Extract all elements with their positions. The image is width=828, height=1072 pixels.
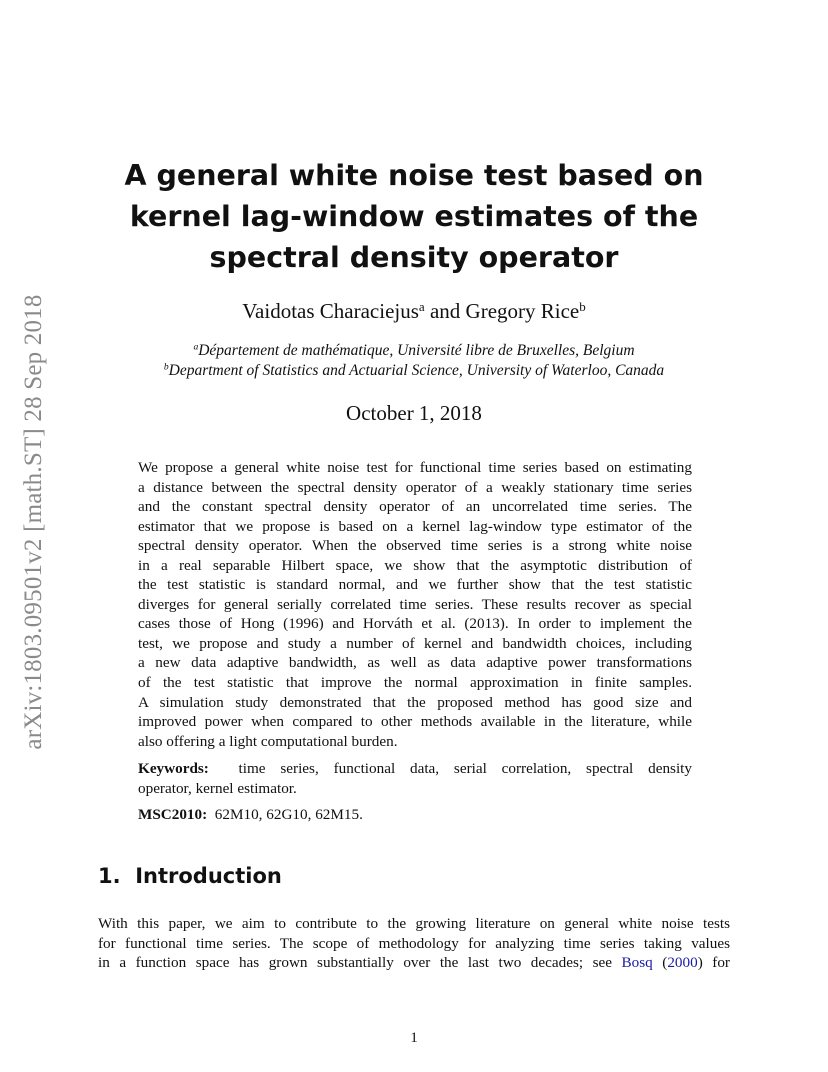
abstract-line: a new data adaptive bandwidth, as well as data adaptive power transformations <box>138 654 692 672</box>
keywords <box>138 759 692 798</box>
citation-paren: ) <box>697 954 703 971</box>
intro-line: for functional time series. The scope of methodology for analyzing time series taking values <box>98 934 730 952</box>
abstract-line: diverges for general serially correlated time series. These results recover as special <box>138 595 692 613</box>
abstract-line: A simulation study demonstrated that the proposed method has good size and <box>138 693 692 711</box>
citation-year-link[interactable]: 2000 <box>667 954 698 971</box>
intro-line <box>98 953 730 973</box>
abstract-line: in a real separable Hilbert space, we show that the asymptotic distribution of <box>138 556 692 574</box>
title-line: spectral density operator <box>209 241 619 274</box>
keywords-line: operator, kernel estimator. <box>138 779 297 797</box>
msc-classification <box>138 805 692 825</box>
msc-label: MSC2010: <box>138 806 208 823</box>
abstract-line: of the test statistic that improve the normal approximation in finite samples. <box>138 674 692 692</box>
msc-text: 62M10, 62G10, 62M15. <box>214 806 363 823</box>
arxiv-stamp: arXiv:1803.09501v2 [math.ST] 28 Sep 2018 <box>20 294 47 750</box>
citation-paren: ( <box>652 954 668 971</box>
affiliation-text: Department of Statistics and Actuarial Science, University of Waterloo, Canada <box>168 362 665 379</box>
affiliation-marker: a <box>193 341 199 353</box>
affiliation-text: Département de mathématique, Université libre de Bruxelles, Belgium <box>198 342 635 359</box>
abstract-line: spectral density operator. When the observed time series is a strong white noise <box>138 537 692 555</box>
keywords-text: time series, functional data, serial correlation, spectral density <box>238 760 692 777</box>
introduction-paragraph <box>98 914 730 973</box>
affiliation <box>100 341 728 361</box>
page-number: 1 <box>410 1029 418 1046</box>
affiliation-marker: b <box>579 298 586 314</box>
intro-line: With this paper, we aim to contribute to the growing literature on general white noise tests <box>98 915 730 932</box>
title-line: A general white noise test based on <box>124 159 704 192</box>
author-connector: and <box>424 299 466 323</box>
title-line: kernel lag-window estimates of the <box>129 200 699 233</box>
abstract-line: also offering a light computational burden. <box>138 732 398 750</box>
affiliation-marker: a <box>418 298 425 314</box>
abstract-line: We propose a general white noise test for functional time series based on estimating <box>138 459 692 476</box>
paper-title <box>100 155 728 278</box>
intro-text: for <box>702 954 730 971</box>
keywords-line <box>138 759 692 779</box>
section-title: Introduction <box>135 864 282 888</box>
affiliation <box>100 361 728 381</box>
paper-date: October 1, 2018 <box>346 401 482 425</box>
affiliation-marker: b <box>163 361 169 373</box>
abstract-line: test, we propose and study a number of kernel and bandwidth choices, including <box>138 634 692 652</box>
citation-link[interactable]: Bosq <box>621 954 653 971</box>
abstract-line: and the constant spectral density operator of an uncorrelated time series. The <box>138 498 692 516</box>
section-number: 1. <box>98 864 121 888</box>
abstract-line: a distance between the spectral density operator of a weakly stationary time series <box>138 478 692 496</box>
intro-text: in a function space has grown substantially over the last two decades; see <box>98 954 622 971</box>
author-list <box>100 297 728 325</box>
keywords-label: Keywords: <box>138 760 209 777</box>
abstract-line: estimator that we propose is based on a kernel lag-window type estimator of the <box>138 517 692 535</box>
abstract-line: the test statistic is standard normal, and we further show that the test statistic <box>138 576 692 594</box>
author-name: Gregory Rice <box>465 299 580 323</box>
author-name: Vaidotas Characiejus <box>242 299 419 323</box>
abstract-line: cases those of Hong (1996) and Horváth et al. (2013). In order to implement the <box>138 615 692 633</box>
abstract-line: improved power when compared to other methods available in the literature, while <box>138 713 692 731</box>
abstract <box>138 458 692 751</box>
section-heading <box>98 862 282 890</box>
